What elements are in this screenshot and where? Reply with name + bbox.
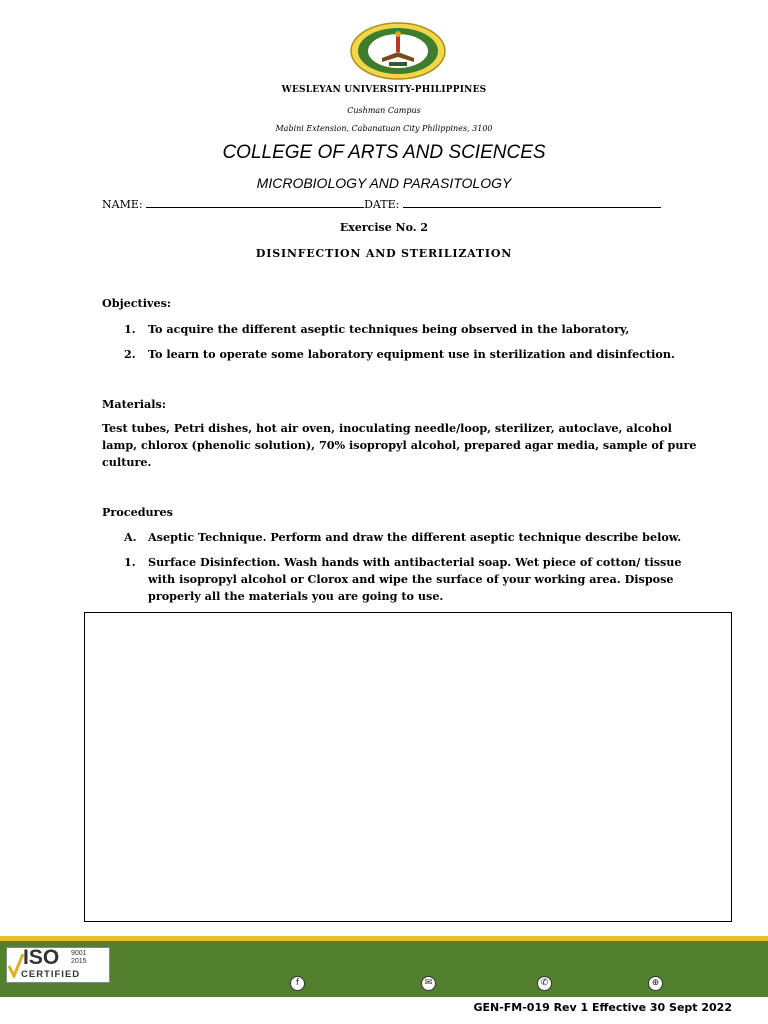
iso-year [71,950,87,966]
exercise-title: DISINFECTION AND STERILIZATION [255,247,513,260]
objectives-heading: Objectives: [102,296,172,310]
procedure-number: A. [124,530,137,544]
subject-title: MICROBIOLOGY AND PARASITOLOGY [256,175,512,191]
college-title: COLLEGE OF ARTS AND SCIENCES [222,142,546,163]
iso-certified-badge [6,947,110,983]
phone-icon[interactable]: ✆ [537,976,552,991]
name-field[interactable] [146,196,364,208]
facebook-icon[interactable]: f [290,976,305,991]
drawing-box[interactable] [84,612,732,922]
name-label: NAME: [102,198,143,211]
iso-year-text: 2015 [71,958,87,965]
exercise-number: Exercise No. 2 [339,221,429,234]
materials-text: Test tubes, Petri dishes, hot air oven, inoculating needle/loop, sterilizer, autoclave, alcohol lamp, chlorox (phenolic solution), 70% isopropyl alcohol, prepared agar media, sample of pure culture. [102,421,697,469]
iso-number: 9001 [71,950,87,957]
procedures-heading: Procedures [102,505,173,519]
globe-icon[interactable]: ⊕ [648,976,663,991]
materials-heading: Materials: [102,397,166,411]
university-seal-logo [349,22,447,80]
iso-word: ISO [23,946,60,969]
objective-number: 1. [124,322,136,336]
name-date-row [102,196,702,211]
university-name: WESLEYAN UNIVERSITY-PHILIPPINES [281,85,487,95]
date-label: DATE: [364,198,400,211]
date-field[interactable] [403,196,661,208]
procedure-item: Surface Disinfection. Wash hands with antibacterial soap. Wet piece of cotton/ tissue with isopropyl alcohol or Clorox and wipe the surface of your working area. Dispose properly all the materials you are going to use. [148,555,682,603]
address: Mabini Extension, Cabanatuan City Philippines, 3100 [275,124,493,133]
campus-name: Cushman Campus [347,106,421,115]
procedure-item: Aseptic Technique. Perform and draw the different aseptic technique describe below. [148,530,682,544]
document-code: GEN-FM-019 Rev 1 Effective 30 Sept 2022 [473,1001,732,1014]
objective-number: 2. [124,347,136,361]
iso-certified-text: CERTIFIED [21,969,81,980]
mail-icon[interactable]: ✉ [421,976,436,991]
objective-item: To acquire the different aseptic techniques being observed in the laboratory, [148,322,630,336]
procedure-number: 1. [124,555,136,569]
objective-item: To learn to operate some laboratory equipment use in sterilization and disinfection. [148,347,675,361]
